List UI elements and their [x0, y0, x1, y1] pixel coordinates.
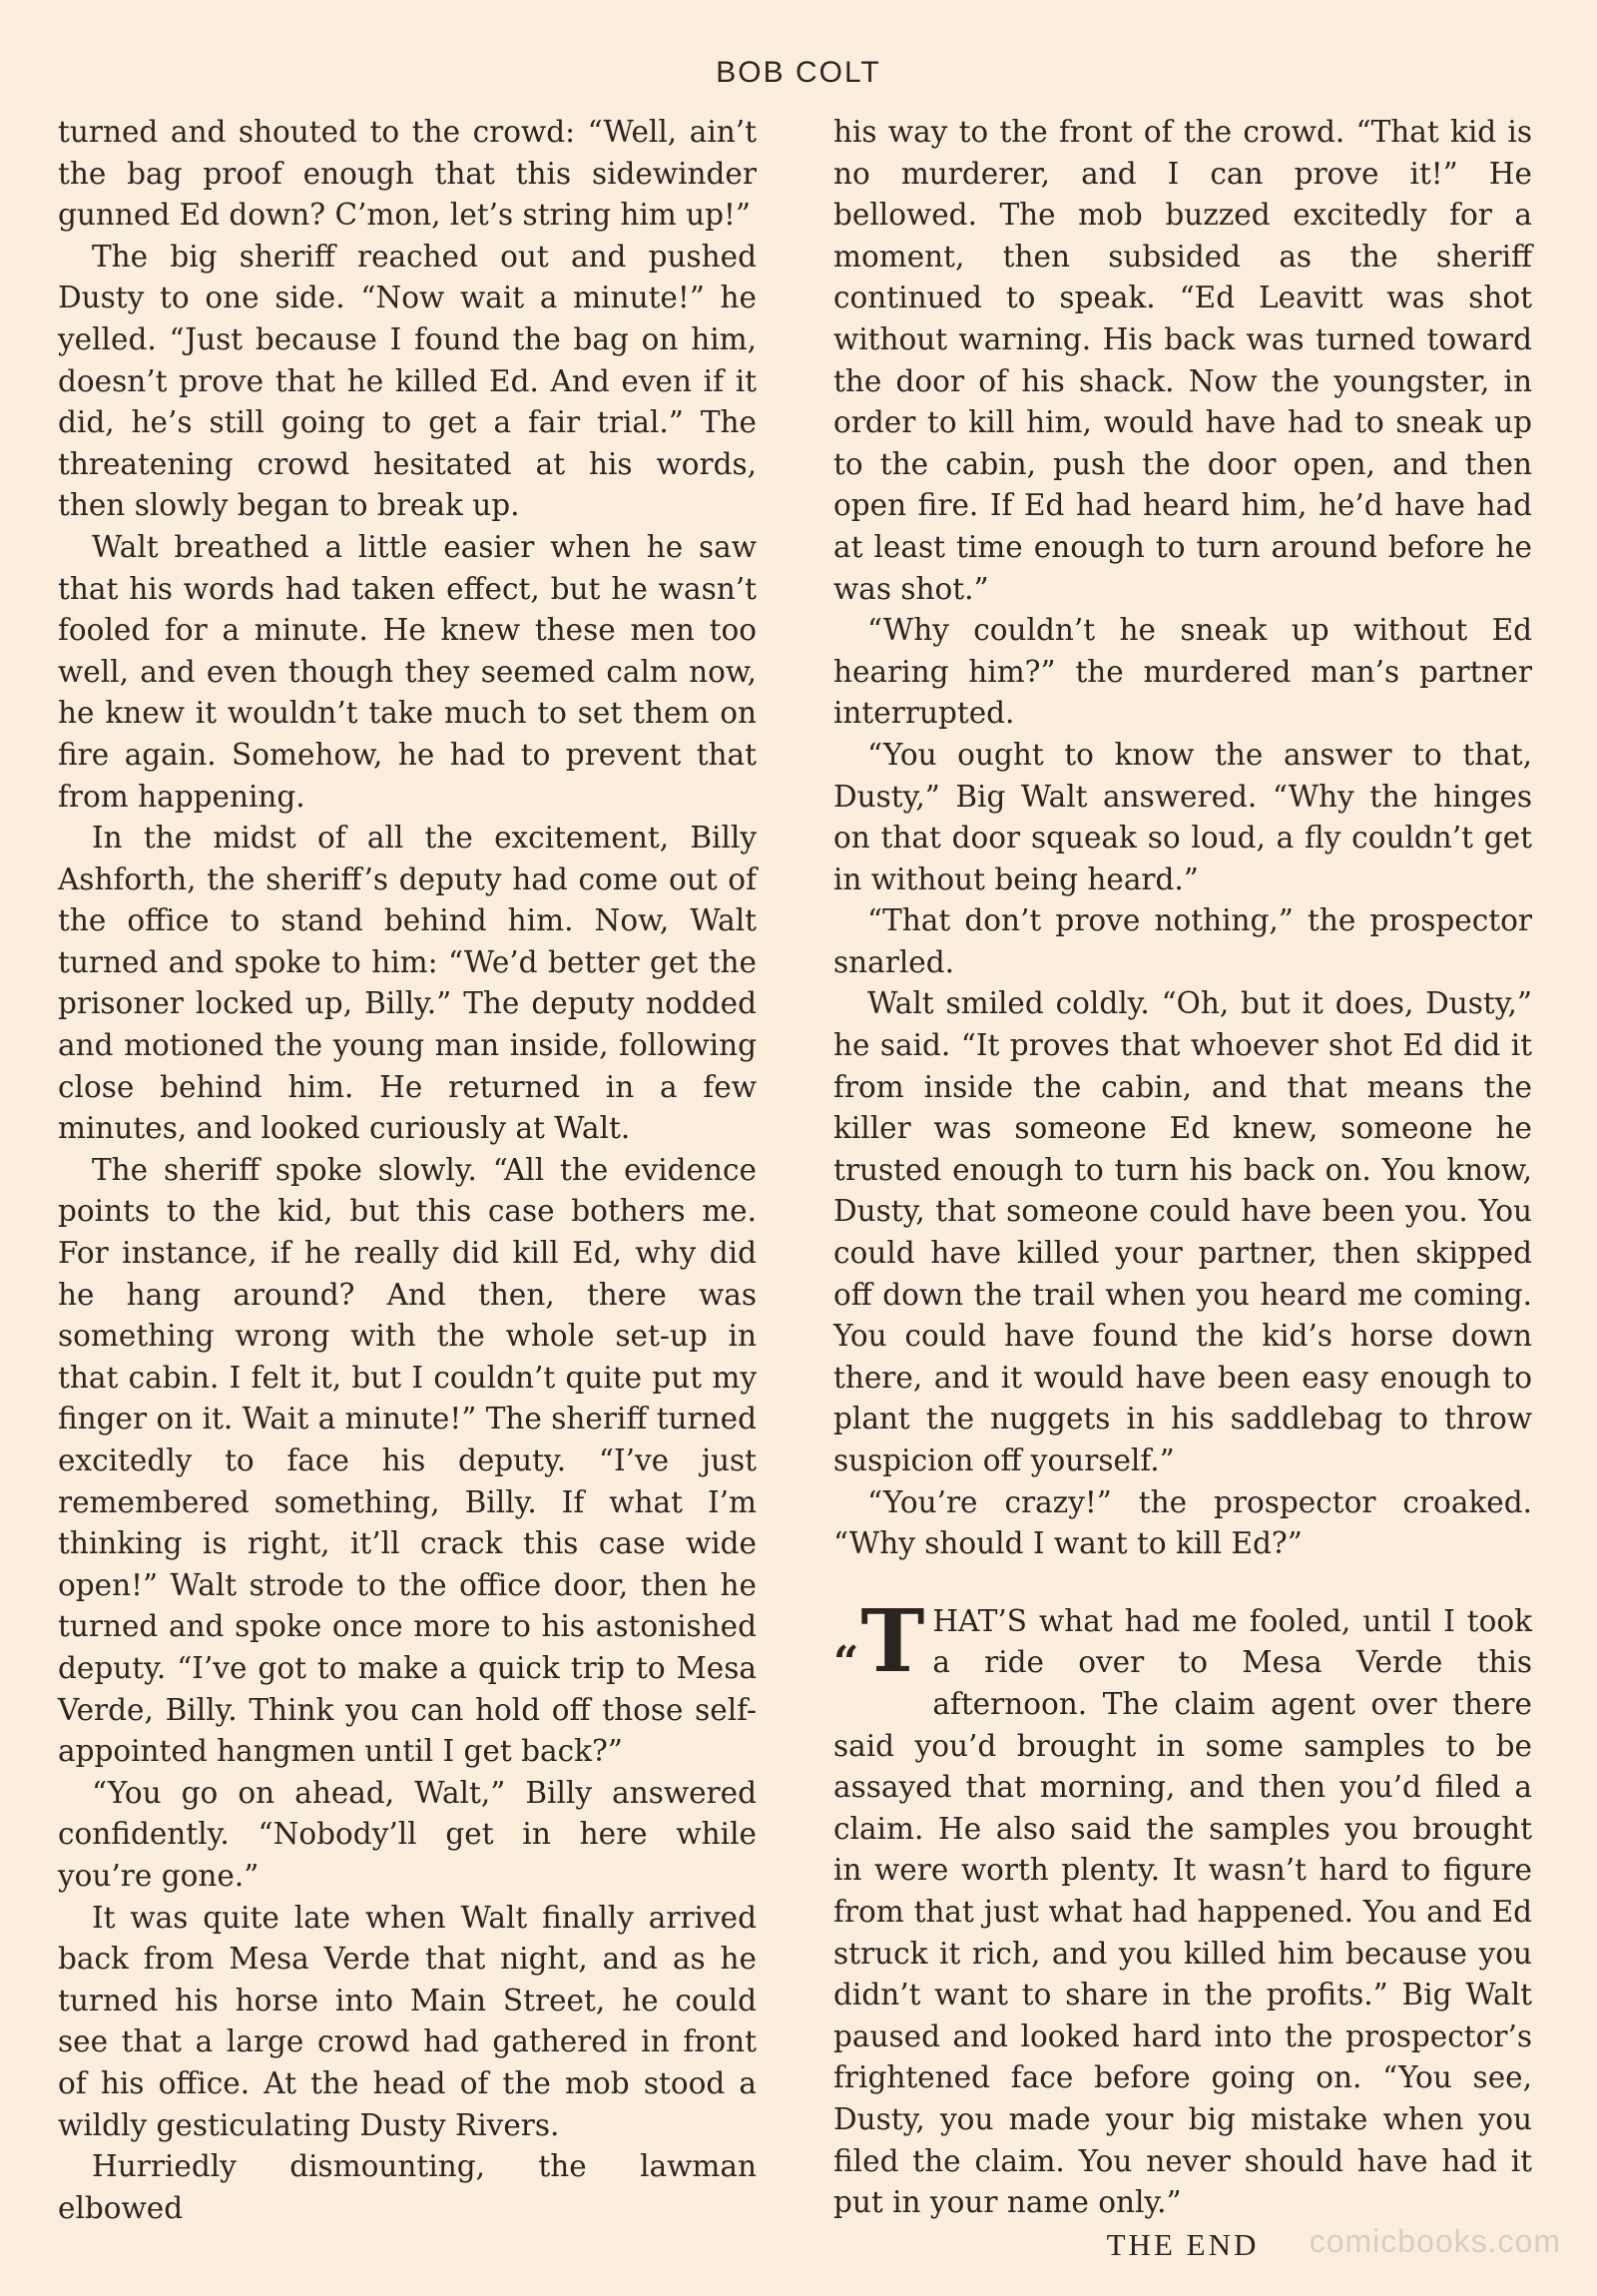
- paragraph: In the midst of all the excitement, Billy Ashforth, the sheriff’s deputy had come out of the office to stand behind him. Now, Walt turned and spoke to him: “We’d better get the prisoner locked up, Billy.” The deputy nodded and motioned the young man inside, following close behind him. He returned in a few minutes, and looked curiously at Walt.: [58, 821, 757, 1146]
- final-paragraph: [833, 1590, 1532, 2224]
- the-end-label: THE END: [1106, 2226, 1260, 2262]
- final-paragraph-text: HAT’S what had me fooled, until I took a ride over to Mesa Verde this afternoon. The claim agent over there said you’d brought in some samples to be assayed that morning, and then you’d filed a claim. He also said the samples you brought in were worth plenty. It wasn’t hard to figure from that just what had happened. You and Ed struck it rich, and you killed him because you didn’t want to share in the profits.” Big Walt paused and looked hard into the prospector’s frightened face before going on. “You see, Dusty, you made your big mistake when you filed the claim. You never should have had it put in your name only.”: [833, 1603, 1532, 2220]
- page-header: BOB COLT: [716, 56, 881, 89]
- opening-quote-mark: “: [833, 1636, 859, 1688]
- paragraph: turned and shouted to the crowd: “Well, ain’t the bag proof enough that this sidewinder gunned Ed down? C’mon, let’s string him up!”: [58, 115, 757, 233]
- paragraph: “Why couldn’t he sneak up without Ed hearing him?” the murdered man’s partner interrupted.: [833, 613, 1532, 731]
- watermark: comicbooks.com: [1309, 2223, 1561, 2259]
- paragraph: Walt smiled coldly. “Oh, but it does, Dusty,” he said. “It proves that whoever shot Ed did it from inside the cabin, and that means the killer was someone Ed knew, someone he trusted enough to turn his back on. You know, Dusty, that someone could have been you. You could have killed your partner, then skipped off down the trail when you heard me coming. You could have found the kid’s horse down there, and it would have been easy enough to plant the nuggets in his saddlebag to throw suspicion off yourself.”: [833, 986, 1532, 1477]
- drop-cap-letter: T: [860, 1590, 925, 1692]
- paragraph: Walt breathed a little easier when he saw that his words had taken effect, but he wasn’t fooled for a minute. He knew these men too well, and even though they seemed calm now, he knew it wouldn’t take much to set them on fire again. Somehow, he had to prevent that from happening.: [58, 529, 757, 814]
- paragraph: Hurriedly dismounting, the lawman elbowed: [58, 2149, 757, 2225]
- right-column: [833, 112, 1532, 2265]
- paragraph: his way to the front of the crowd. “That kid is no murderer, and I can prove it!” He bellowed. The mob buzzed excitedly for a moment, then subsided as the sheriff continued to speak. “Ed Leavitt was shot without warning. His back was turned toward the door of his shack. Now the youngster, in order to kill him, would have had to sneak up to the cabin, push the door open, and then open fire. If Ed had heard him, he’d have had at least time enough to turn around before he was shot.”: [833, 115, 1532, 606]
- paragraph: “That don’t prove nothing,” the prospector snarled.: [833, 903, 1532, 979]
- left-column: [58, 112, 757, 2229]
- paragraph: The sheriff spoke slowly. “All the evidence points to the kid, but this case bothers me. For instance, if he really did kill Ed, why did he hang around? And then, there was something wrong with the whole set-up in that cabin. I felt it, but I couldn’t quite put my finger on it. Wait a minute!” The sheriff turned excitedly to face his deputy. “I’ve just remembered something, Billy. If what I’m thinking is right, it’ll crack this case wide open!” Walt strode to the office door, then he turned and spoke once more to his astonished deputy. “I’ve got to make a quick trip to Mesa Verde, Billy. Think you can hold off those self-appointed hangmen until I get back?”: [58, 1152, 757, 1769]
- paragraph: The big sheriff reached out and pushed Dusty to one side. “Now wait a minute!” he yelled. “Just because I found the bag on him, doesn’t prove that he killed Ed. And even if it did, he’s still going to get a fair trial.” The threatening crowd hesitated at his words, then slowly began to break up.: [58, 239, 757, 523]
- paragraph: “You go on ahead, Walt,” Billy answered confidently. “Nobody’ll get in here while you’re gone.”: [58, 1775, 757, 1893]
- drop-cap: [833, 1590, 925, 1700]
- paragraph: It was quite late when Walt finally arrived back from Mesa Verde that night, and as he turned his horse into Main Street, he could see that a large crowd had gathered in front of his office. At the head of the mob stood a wildly gesticulating Dusty Rivers.: [58, 1900, 757, 2142]
- paragraph: “You ought to know the answer to that, Dusty,” Big Walt answered. “Why the hinges on that door squeak so loud, a fly couldn’t get in without being heard.”: [833, 737, 1532, 896]
- paragraph: “You’re crazy!” the prospector croaked. “Why should I want to kill Ed?”: [833, 1484, 1532, 1561]
